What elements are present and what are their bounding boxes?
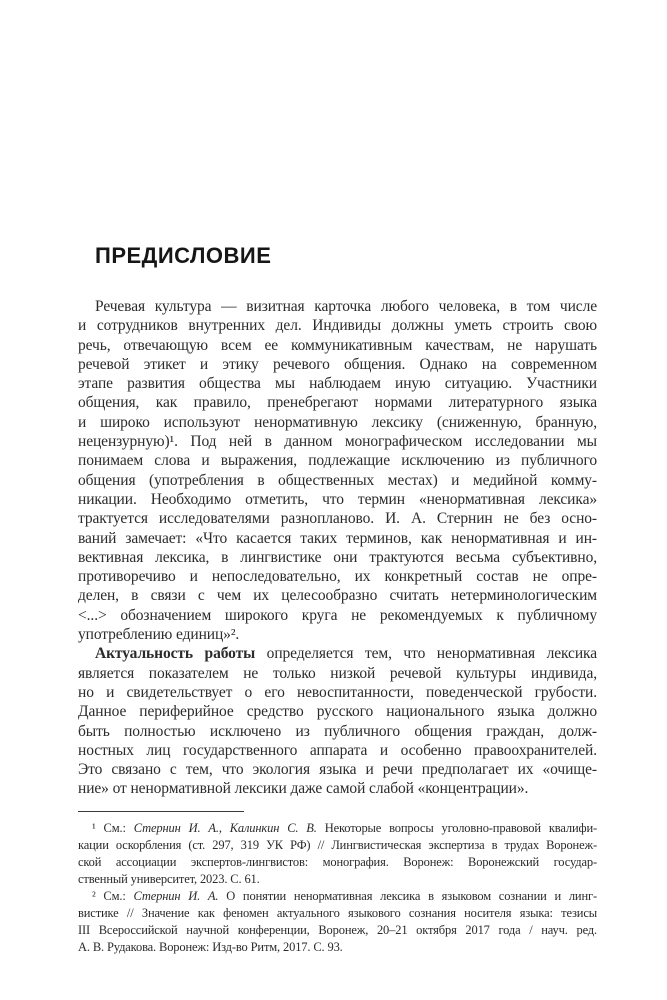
text-line: и сотрудников внутренних дел. Индивиды должны уметь строить свою — [78, 317, 597, 335]
text-line: ской ассоциации экспертов-лингвистов: монография. Воронеж: Воронежский государ- — [78, 854, 597, 869]
text-line: ние» от ненормативной лексики даже самой слабой «концентрации». — [78, 780, 529, 798]
text-line: никации. Необходимо отметить, что термин «ненормативная лексика» — [78, 490, 597, 508]
text-line: противоречиво и непоследовательно, их конкретный состав не опре- — [78, 568, 597, 586]
text-line: быть полностью исключено из публичного общения граждан, долж- — [78, 722, 597, 740]
footnote — [78, 820, 597, 888]
italic-text: Стернин И. А., Калинкин С. В. — [133, 820, 317, 835]
text-line: общения (употребления в общественных местах) и медийной комму- — [78, 471, 597, 489]
text-line: нецензурную)¹. Под ней в данном монографическом исследовании мы — [78, 433, 597, 451]
text-line: Актуальность работы определяется тем, что ненормативная лексика — [95, 645, 597, 663]
text-line: этапе развития общества мы наблюдаем иную ситуацию. Участники — [78, 375, 597, 393]
footnotes — [78, 820, 597, 956]
text-line: <...> обозначением широкого круга не рекомендуемых к публичному — [78, 606, 597, 624]
italic-text: Стернин И. А. — [133, 888, 219, 903]
text-line: Это связано с тем, что экология языка и речи предполагает их «очище- — [78, 761, 597, 779]
text-line: III Всероссийской научной конференции, Воронеж, 20–21 октября 2017 года / науч. ред. — [78, 922, 597, 937]
text-line: делен, в связи с чем их целесообразно считать нетерминологическим — [78, 587, 597, 605]
text-line: ¹ См.: Стернин И. А., Калинкин С. В. Некоторые вопросы уголовно-правовой квалифи- — [92, 820, 597, 835]
text-line: речь, отвечающую всем ее коммуникативным качествам, не нарушать — [78, 336, 597, 354]
text-line: понимаем слова и выражения, подлежащие исключению из публичного — [78, 452, 597, 470]
chapter-title: ПРЕДИСЛОВИЕ — [95, 243, 272, 268]
text-line: употреблению единиц»². — [78, 626, 240, 644]
footnote — [78, 888, 597, 956]
text-line: и широко используют ненормативную лексику (сниженную, бранную, — [78, 413, 597, 431]
bold-text: Актуальность работы — [95, 645, 256, 663]
text-line: является показателем не только низкой речевой культуры индивида, — [78, 664, 597, 682]
text-line: кации оскорбления (ст. 297, 319 УК РФ) // Лингвистическая экспертиза в трудах Воронеж- — [78, 837, 597, 852]
text-line: вистике // Значение как феномен актуального языкового сознания носителя языка: тезисы — [78, 905, 597, 920]
text-line: ственный университет, 2023. С. 61. — [78, 871, 260, 886]
text-line: трактуется исследователями разнопланово. И. А. Стернин не без осно- — [78, 510, 597, 528]
text-line: речевой этикет и этику речевого общения. Однако на современном — [78, 355, 597, 373]
body-text — [78, 297, 597, 799]
text-line: Данное периферийное средство русского национального языка должно — [78, 703, 597, 721]
text-line: ностных лиц государственного аппарата и особенно правоохранителей. — [78, 741, 597, 759]
text-line: Речевая культура — визитная карточка любого человека, в том числе — [95, 298, 597, 315]
footnote-separator — [78, 811, 244, 812]
text-line: вективная лексика, в лингвистике они трактуются весьма субъективно, — [78, 548, 597, 566]
para — [78, 644, 597, 798]
para — [78, 297, 597, 644]
text-line: общения, как правило, пренебрегают нормами литературного языка — [78, 394, 597, 412]
text-line: ваний замечает: «Что касается таких терминов, как ненормативная и ин- — [78, 529, 597, 547]
text-line: но и свидетельствует о его невоспитанности, поведенческой грубости. — [78, 683, 597, 701]
text-line: ² См.: Стернин И. А. О понятии ненормативная лексика в языковом сознании и линг- — [92, 888, 597, 903]
text-line: А. В. Рудакова. Воронеж: Изд-во Ритм, 2017. С. 93. — [78, 939, 343, 954]
